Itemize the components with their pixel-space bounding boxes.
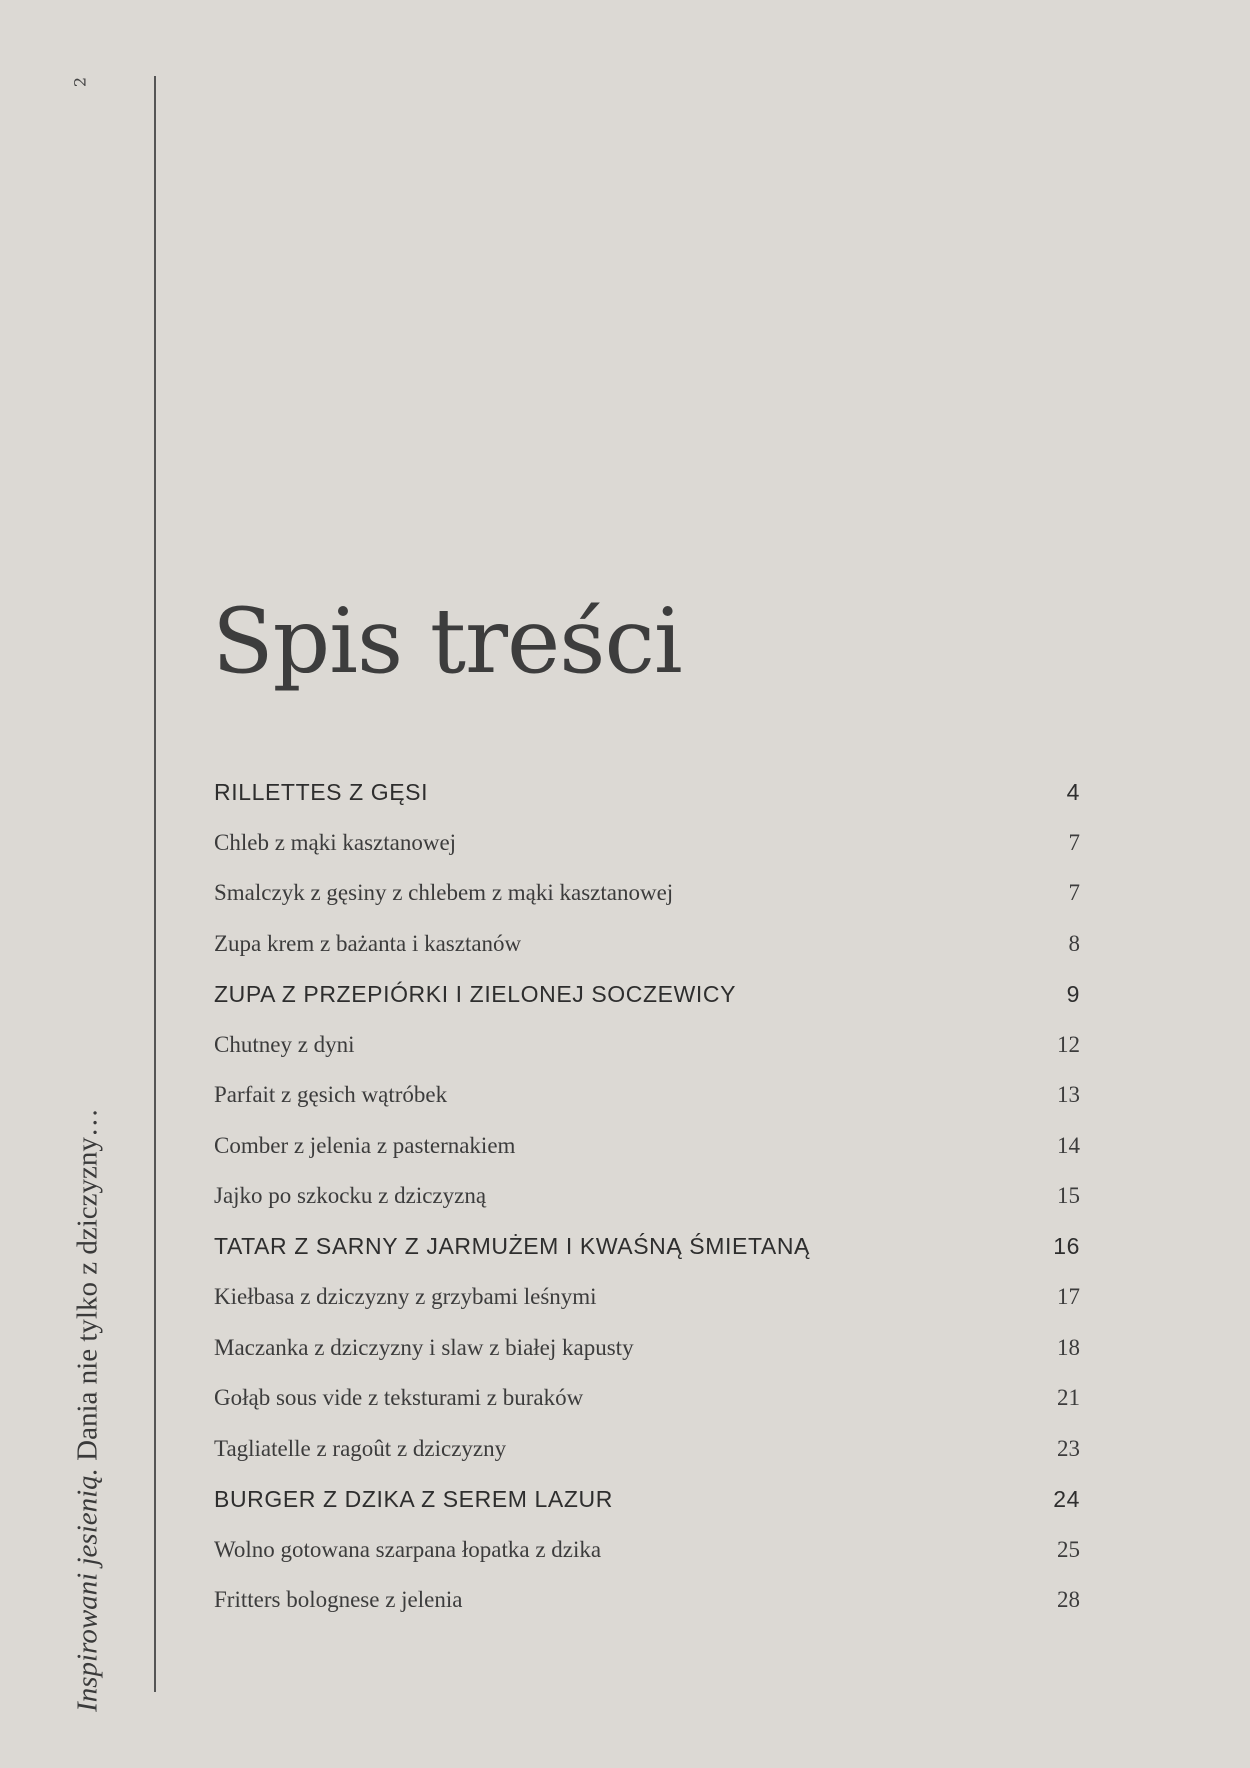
toc-entry-page: 13 xyxy=(1057,1082,1080,1108)
toc-entry[interactable] xyxy=(214,1171,1080,1222)
toc-entry-page: 18 xyxy=(1057,1334,1080,1360)
toc-entry-page: 23 xyxy=(1057,1435,1080,1461)
toc-entry-title: Comber z jelenia z pasternakiem xyxy=(214,1132,516,1158)
toc-entry-title: Tagliatelle z ragoût z dziczyzny xyxy=(214,1435,507,1461)
toc-entry-title: TATAR Z SARNY Z JARMUŻEM I KWAŚNĄ ŚMIETANĄ xyxy=(214,1233,810,1260)
toc-entry[interactable] xyxy=(214,1525,1080,1576)
page-title: Spis treści xyxy=(212,589,682,694)
toc-entry-page: 7 xyxy=(1068,880,1080,906)
toc-entry-title: Zupa krem z bażanta i kasztanów xyxy=(214,930,522,956)
toc-entry-title: Jajko po szkocku z dziczyzną xyxy=(214,1183,487,1209)
toc-entry-title: Maczanka z dziczyzny i slaw z białej kapusty xyxy=(214,1334,634,1360)
side-caption-regular: Dania nie tylko z dziczyzny… xyxy=(71,1108,104,1461)
toc-entry-title: Chutney z dyni xyxy=(214,1031,355,1057)
toc-entry[interactable] xyxy=(214,1121,1080,1172)
toc-entry-page: 21 xyxy=(1057,1385,1080,1411)
toc-entry-title: Parfait z gęsich wątróbek xyxy=(214,1082,448,1108)
toc-entry[interactable] xyxy=(214,1020,1080,1071)
toc-entry-page: 4 xyxy=(1066,778,1080,805)
toc-entry-page: 8 xyxy=(1068,930,1080,956)
toc-entry[interactable] xyxy=(214,1272,1080,1323)
toc-entry-title: Smalczyk z gęsiny z chlebem z mąki kasztanowej xyxy=(214,880,674,906)
toc-entry-title: RILLETTES Z GĘSI xyxy=(214,778,429,805)
toc-entry-page: 14 xyxy=(1057,1132,1080,1158)
vertical-divider xyxy=(154,76,156,1692)
toc-entry[interactable] xyxy=(214,868,1080,919)
toc-entry[interactable] xyxy=(214,969,1080,1020)
toc-entry-page: 25 xyxy=(1057,1536,1080,1562)
toc-entry-title: BURGER Z DZIKA Z SEREM LAZUR xyxy=(214,1485,613,1512)
toc-entry[interactable] xyxy=(214,1424,1080,1475)
toc-entry[interactable] xyxy=(214,1474,1080,1525)
toc-entry-page: 16 xyxy=(1053,1233,1080,1260)
toc-entry[interactable] xyxy=(214,1323,1080,1374)
table-of-contents xyxy=(214,767,1080,1626)
toc-entry[interactable] xyxy=(214,1222,1080,1273)
page-number: 2 xyxy=(70,76,90,88)
toc-entry-page: 17 xyxy=(1057,1284,1080,1310)
toc-entry-title: Gołąb sous vide z teksturami z buraków xyxy=(214,1385,584,1411)
side-caption-italic: Inspirowani jesienią. xyxy=(71,1468,104,1712)
toc-entry[interactable] xyxy=(214,1575,1080,1626)
toc-entry-title: Fritters bolognese z jelenia xyxy=(214,1587,463,1613)
toc-entry[interactable] xyxy=(214,818,1080,869)
toc-entry[interactable] xyxy=(214,919,1080,970)
toc-entry-page: 28 xyxy=(1057,1587,1080,1613)
toc-entry[interactable] xyxy=(214,767,1080,818)
toc-entry-title: Chleb z mąki kasztanowej xyxy=(214,829,457,855)
toc-entry-title: ZUPA Z PRZEPIÓRKI I ZIELONEJ SOCZEWICY xyxy=(214,980,737,1007)
toc-entry-title: Wolno gotowana szarpana łopatka z dzika xyxy=(214,1536,602,1562)
toc-entry[interactable] xyxy=(214,1373,1080,1424)
toc-entry-page: 15 xyxy=(1057,1183,1080,1209)
toc-entry-title: Kiełbasa z dziczyzny z grzybami leśnymi xyxy=(214,1284,597,1310)
toc-entry-page: 24 xyxy=(1053,1485,1080,1512)
toc-entry-page: 9 xyxy=(1066,980,1080,1007)
toc-entry-page: 12 xyxy=(1057,1031,1080,1057)
toc-entry[interactable] xyxy=(214,1070,1080,1121)
toc-entry-page: 7 xyxy=(1068,829,1080,855)
side-caption xyxy=(72,1108,105,1712)
